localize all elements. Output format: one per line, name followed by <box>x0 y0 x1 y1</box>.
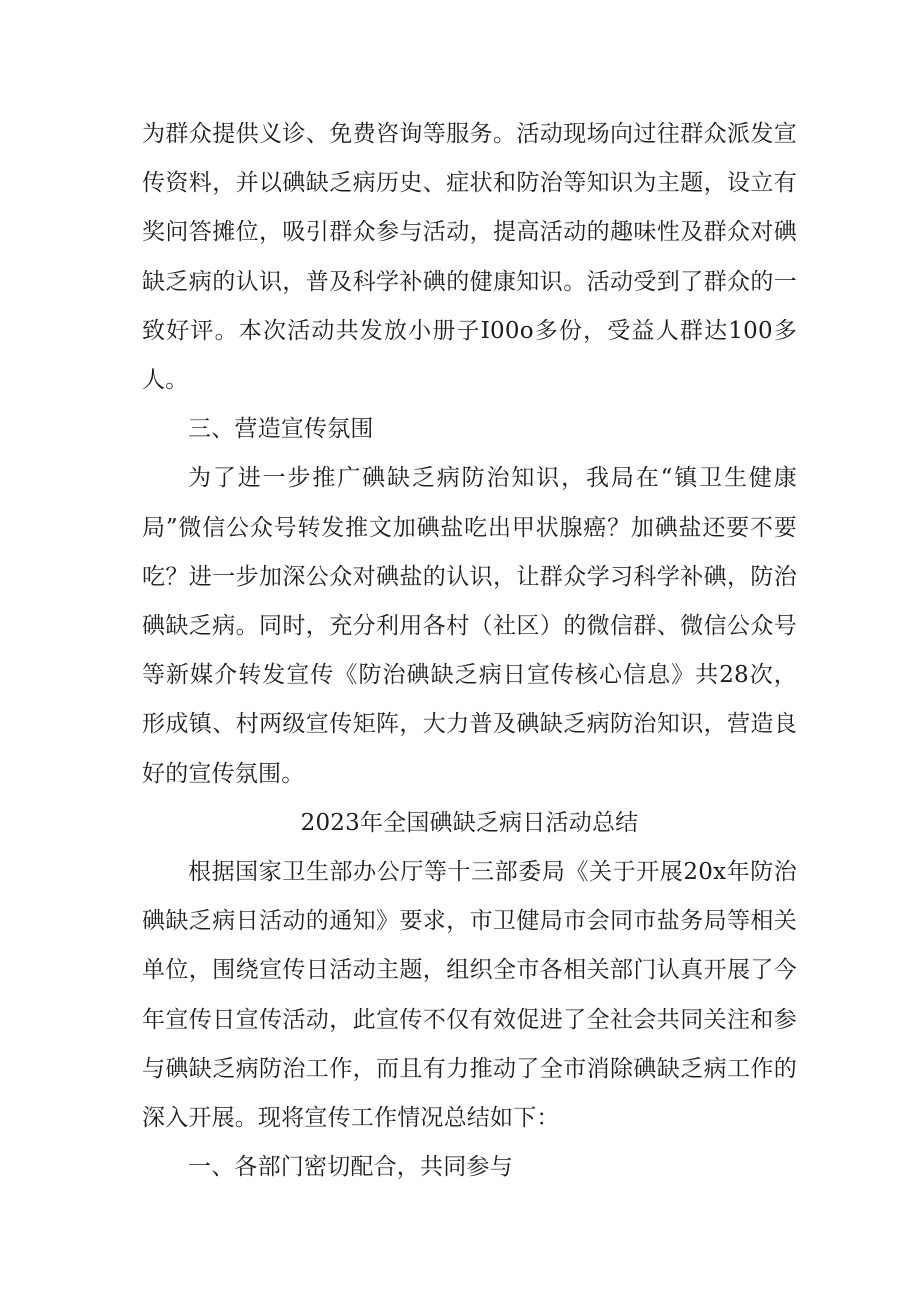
document-body <box>142 110 797 1192</box>
document-title: 2023年全国碘缺乏病日活动总结 <box>300 809 639 836</box>
section-heading-3: 三、营造宣传氛围 <box>188 416 374 443</box>
paragraph-continuation: 为群众提供义诊、免费咨询等服务。活动现场向过往群众派发宣传资料，并以碘缺乏病历史、症状和防治等知识为主题，设立有奖问答摊位，吸引群众参与活动，提高活动的趣味性及群众对碘缺乏病的认识，普及科学补碘的健康知识。活动受到了群众的一致好评。本次活动共发放小册子I00o多份，受益人群达100多人。 <box>142 121 797 394</box>
paragraph-intro: 根据国家卫生部办公厅等十三部委局《关于开展20x年防治碘缺乏病日活动的通知》要求，市卫健局市会同市盐务局等相关单位，围绕宣传日活动主题，组织全市各相关部门认真开展了今年宣传日宣传活动，此宣传不仅有效促进了全社会共同关注和参与碘缺乏病防治工作，而且有力推动了全市消除碘缺乏病工作的深入开展。现将宣传工作情况总结如下： <box>142 859 797 1132</box>
paragraph-promotion: 为了进一步推广碘缺乏病防治知识，我局在“镇卫生健康局”微信公众号转发推文加碘盐吃出甲状腺癌？加碘盐还要不要吃？进一步加深公众对碘盐的认识，让群众学习科学补碘，防治碘缺乏病。同时，充分利用各村（社区）的微信群、微信公众号等新媒介转发宣传《防治碘缺乏病日宣传核心信息》共28次，形成镇、村两级宣传矩阵，大力普及碘缺乏病防治知识，营造良好的宣传氛围。 <box>142 465 797 787</box>
section-heading-1: 一、各部门密切配合，共同参与 <box>188 1154 513 1181</box>
